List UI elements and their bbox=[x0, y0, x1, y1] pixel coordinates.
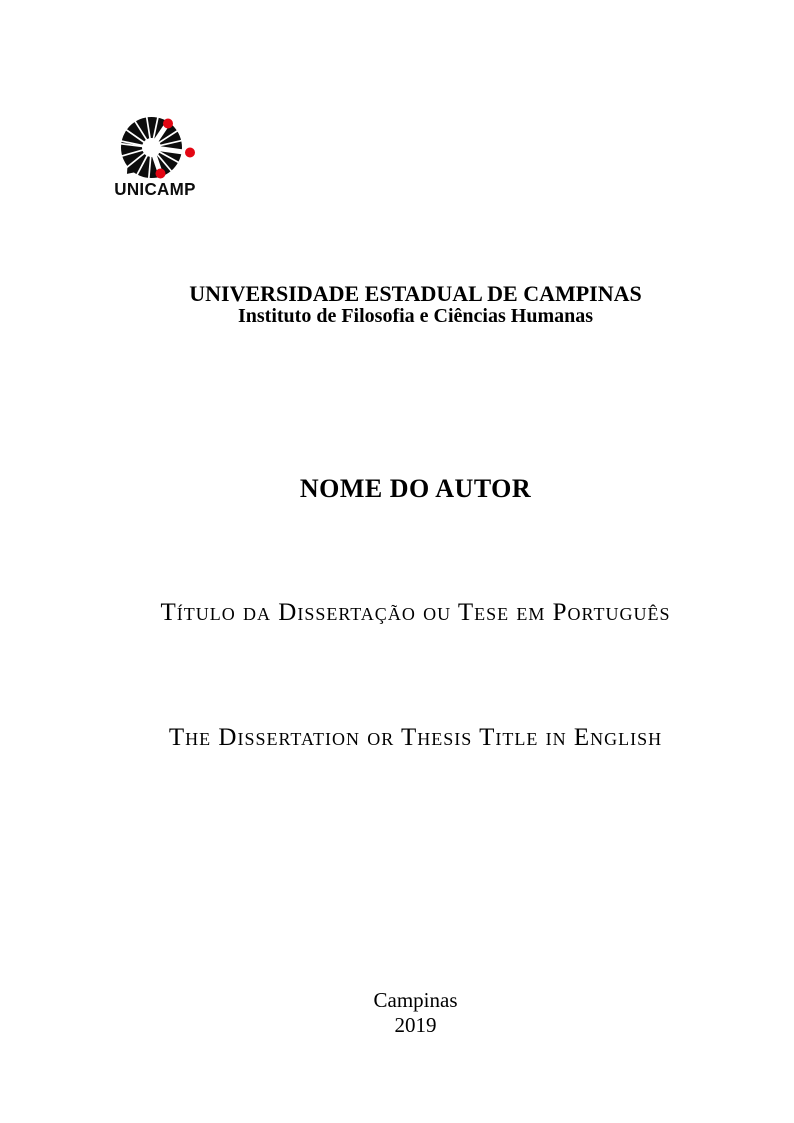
title-portuguese: Título da Dissertação ou Tese em Português bbox=[160, 599, 671, 626]
author-name: NOME DO AUTOR bbox=[299, 474, 532, 503]
year: 2019 bbox=[394, 1013, 437, 1037]
red-dot-top bbox=[163, 119, 173, 129]
unicamp-logo bbox=[109, 108, 201, 204]
city: Campinas bbox=[373, 988, 458, 1012]
institution-block bbox=[113, 282, 718, 327]
imprint-block bbox=[113, 988, 718, 1038]
unicamp-emblem-icon bbox=[111, 108, 201, 184]
university-name: UNIVERSIDADE ESTADUAL DE CAMPINAS bbox=[189, 281, 642, 306]
institute-name: Instituto de Filosofia e Ciências Humanas bbox=[237, 305, 594, 327]
title-english: The Dissertation or Thesis Title in English bbox=[168, 724, 663, 751]
red-dot-right bbox=[185, 148, 195, 158]
unicamp-wordmark: UNICAMP bbox=[114, 179, 196, 200]
red-dot-bottom bbox=[156, 169, 166, 179]
